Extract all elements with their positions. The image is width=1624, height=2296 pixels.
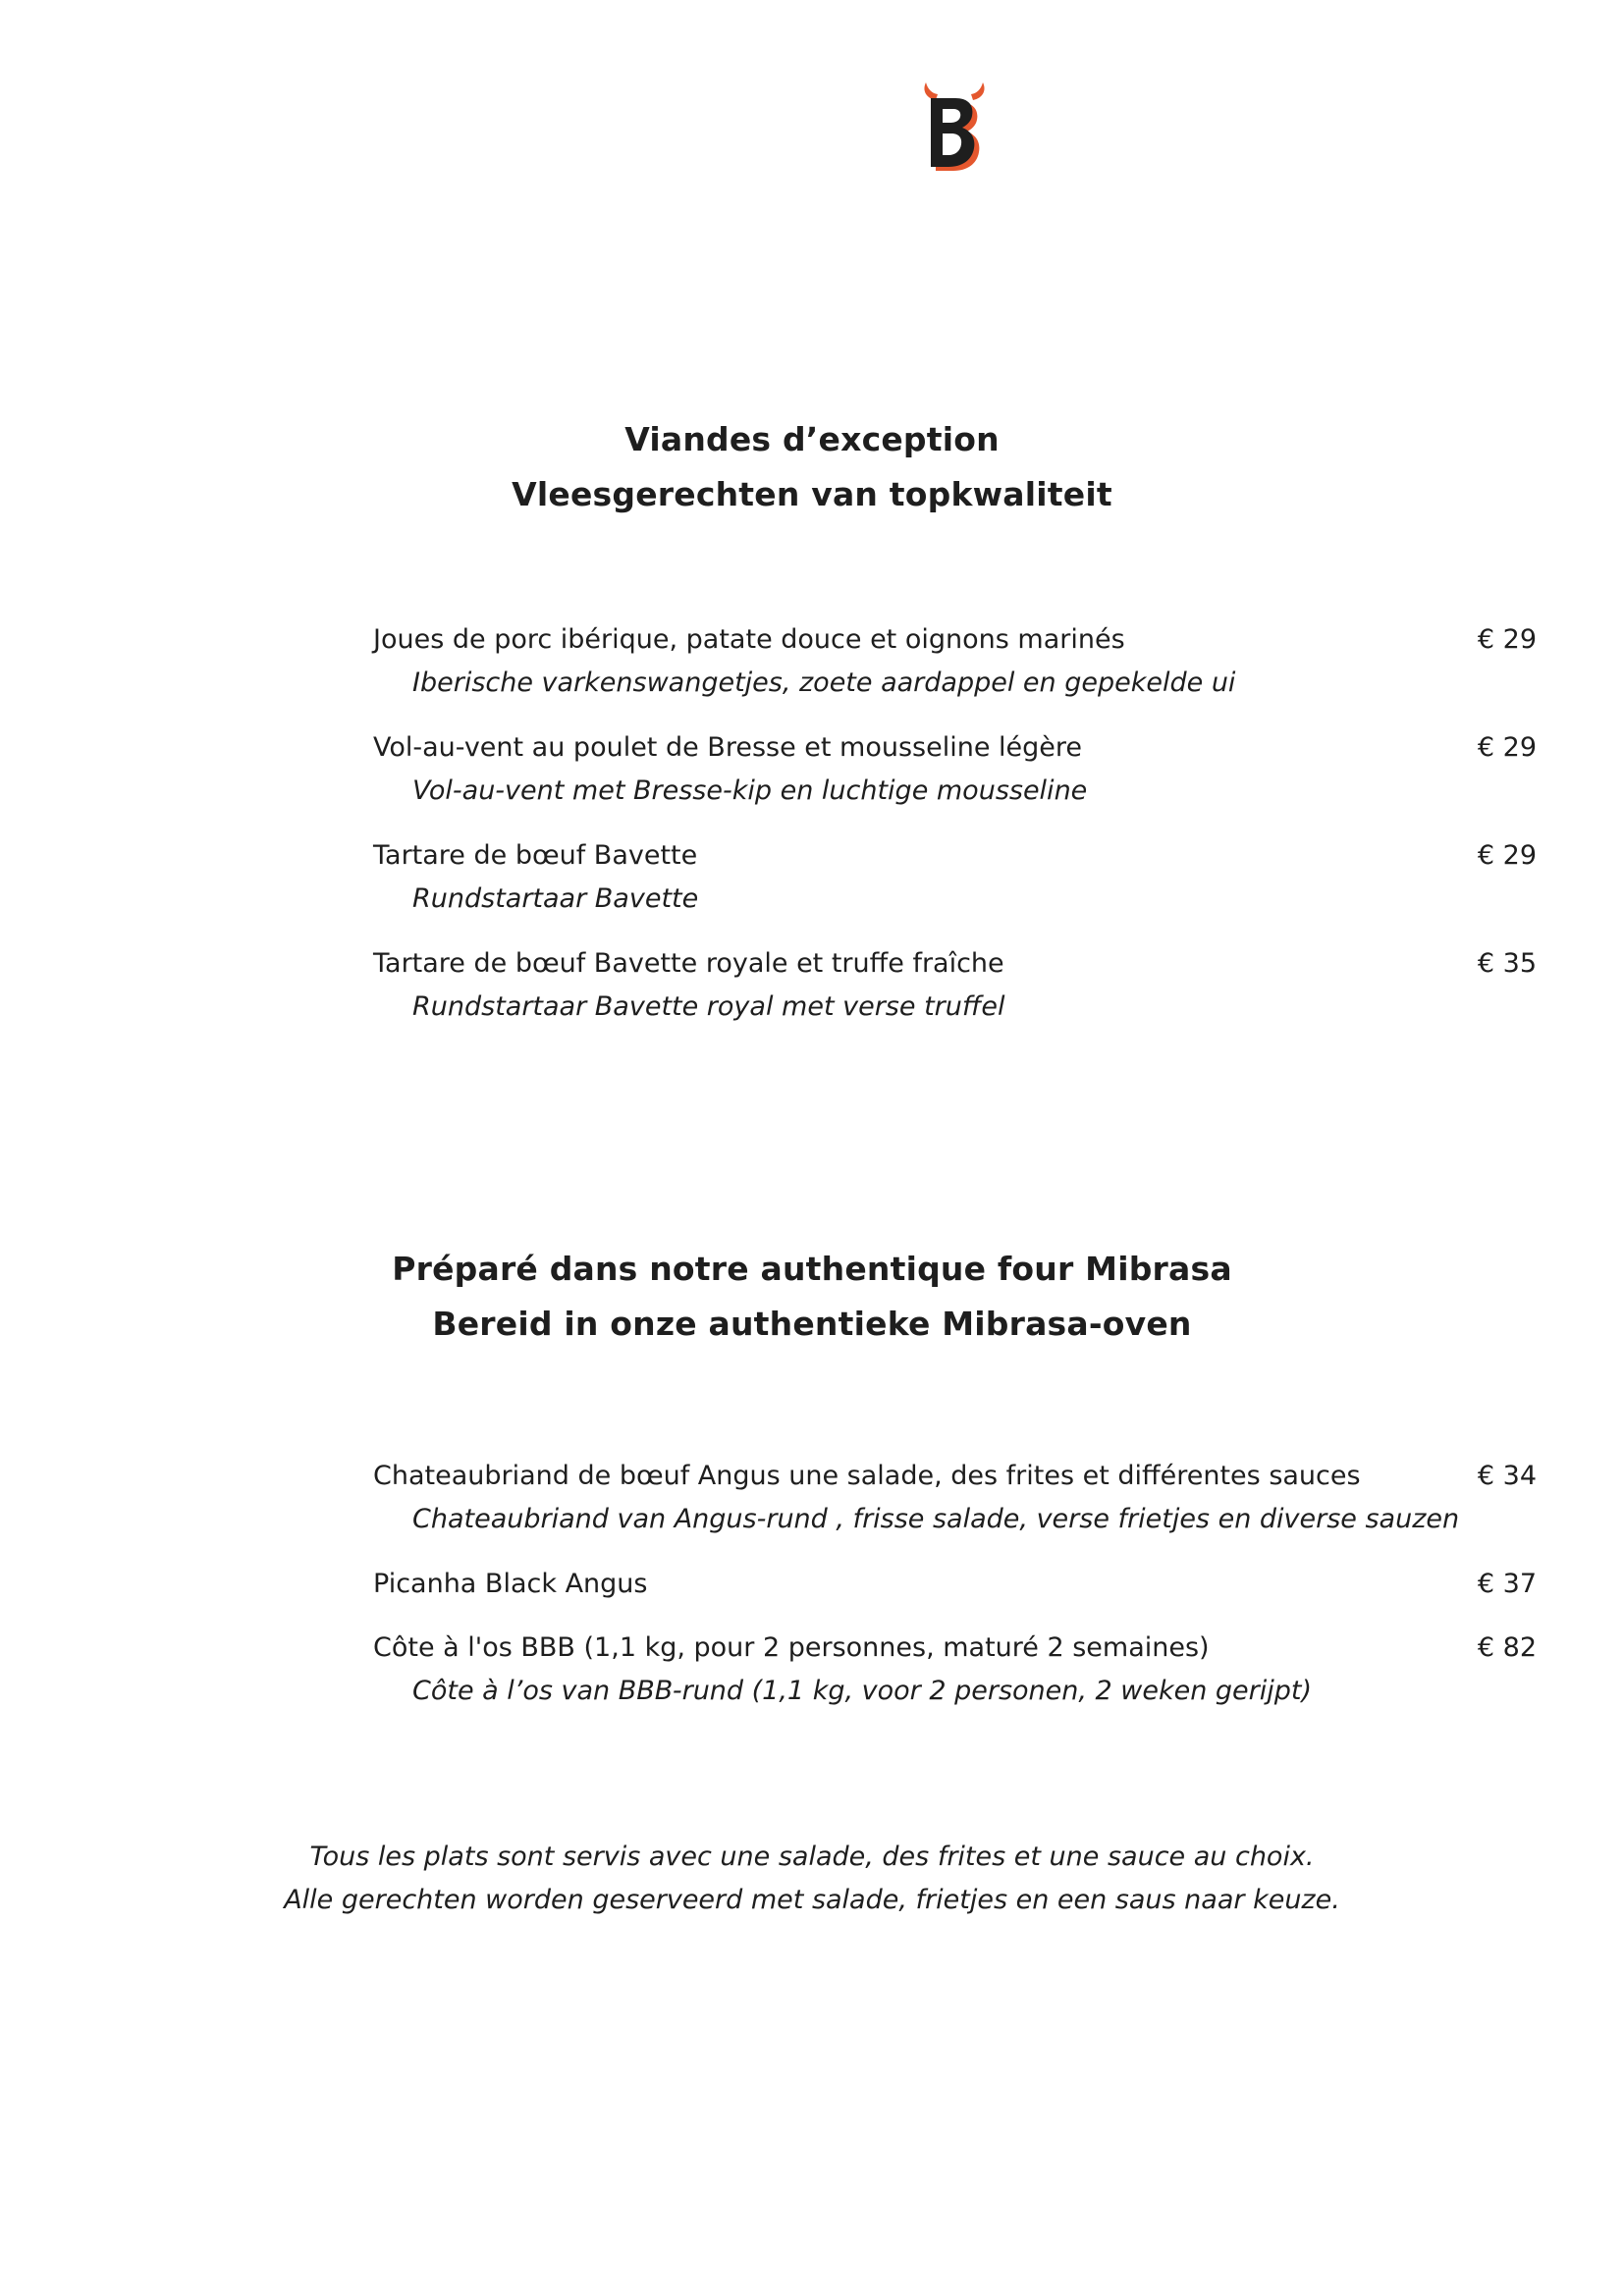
- bull-b-logo-icon: [920, 79, 989, 173]
- item-translation: Iberische varkenswangetjes, zoete aardappel en gepekelde ui: [412, 667, 1236, 698]
- item-translation: Vol-au-vent met Bresse-kip en luchtige mousseline: [412, 775, 1088, 806]
- menu-item: [373, 942, 1537, 1050]
- item-price: € 29: [1477, 624, 1537, 655]
- section-title-fr: Préparé dans notre authentique four Mibrasa: [392, 1250, 1232, 1288]
- menu-item: [373, 1455, 1537, 1563]
- menu-item: [373, 618, 1537, 726]
- item-price: € 29: [1477, 732, 1537, 763]
- item-price: € 82: [1477, 1632, 1537, 1663]
- footer-note-nl: Alle gerechten worden geserveerd met salade, frietjes en een saus naar keuze.: [284, 1885, 1340, 1915]
- item-price: € 37: [1477, 1569, 1537, 1599]
- menu-list-viandes: [373, 618, 1537, 1050]
- footer-note: [0, 1836, 1624, 1922]
- menu-item: [373, 726, 1537, 834]
- section-title-nl: Bereid in onze authentieke Mibrasa-oven: [432, 1305, 1192, 1343]
- item-price: € 29: [1477, 840, 1537, 871]
- footer-note-fr: Tous les plats sont servis avec une salade, des frites et une sauce au choix.: [309, 1842, 1315, 1872]
- item-price: € 35: [1477, 948, 1537, 979]
- item-name: Tartare de bœuf Bavette royale et truffe fraîche: [373, 948, 1004, 979]
- section-title-mibrasa: [0, 1242, 1624, 1352]
- item-name: Chateaubriand de bœuf Angus une salade, des frites et différentes sauces: [373, 1461, 1361, 1491]
- section-title-viandes: [0, 412, 1624, 522]
- item-translation: Rundstartaar Bavette: [412, 883, 699, 914]
- menu-list-mibrasa: [373, 1455, 1537, 1735]
- section-title-nl: Vleesgerechten van topkwaliteit: [512, 475, 1112, 513]
- menu-item: [373, 1563, 1537, 1627]
- item-name: Picanha Black Angus: [373, 1569, 648, 1599]
- menu-item: [373, 834, 1537, 942]
- item-name: Vol-au-vent au poulet de Bresse et mousseline légère: [373, 732, 1083, 763]
- item-translation: Rundstartaar Bavette royal met verse truffel: [412, 991, 1005, 1022]
- item-translation: Côte à l’os van BBB-rund (1,1 kg, voor 2 personen, 2 weken gerijpt): [412, 1676, 1313, 1706]
- section-title-fr: Viandes d’exception: [624, 420, 1000, 458]
- item-price: € 34: [1477, 1461, 1537, 1491]
- item-translation: Chateaubriand van Angus-rund , frisse salade, verse frietjes en diverse sauzen: [412, 1504, 1460, 1534]
- menu-item: [373, 1627, 1537, 1735]
- item-name: Joues de porc ibérique, patate douce et oignons marinés: [373, 624, 1125, 655]
- item-name: Tartare de bœuf Bavette: [373, 840, 698, 871]
- item-name: Côte à l'os BBB (1,1 kg, pour 2 personnes, maturé 2 semaines): [373, 1632, 1210, 1663]
